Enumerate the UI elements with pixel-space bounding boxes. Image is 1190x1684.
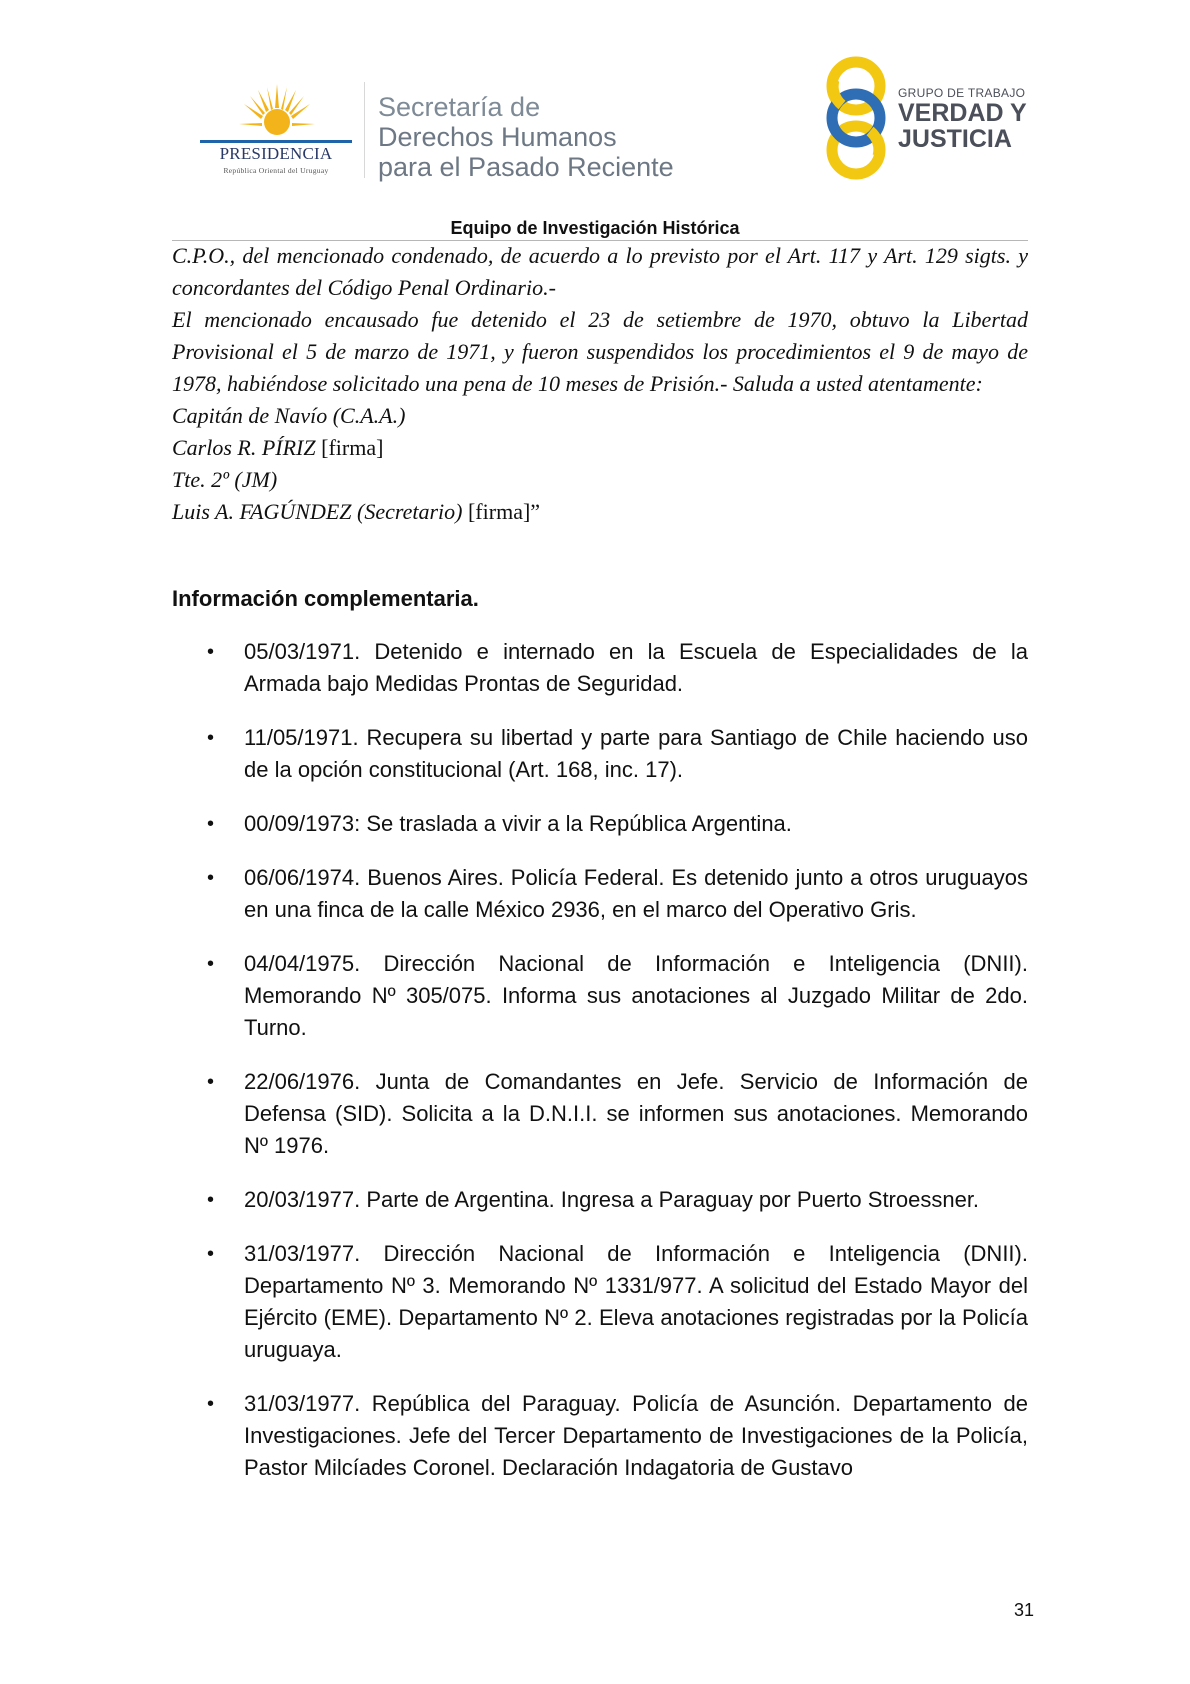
bullet-icon: • bbox=[207, 1243, 215, 1265]
secretaria-line-2: Derechos Humanos bbox=[378, 122, 617, 152]
presidencia-name: PRESIDENCIA bbox=[219, 144, 333, 163]
quoted-document-text bbox=[172, 240, 1028, 528]
list-item bbox=[172, 808, 1028, 840]
event-text: 00/09/1973: Se traslada a vivir a la República Argentina. bbox=[244, 811, 792, 836]
rings-icon bbox=[822, 56, 898, 180]
list-item bbox=[172, 1388, 1028, 1484]
event-text: 04/04/1975. Dirección Nacional de Información e Inteligencia (DNII). Memorando Nº 305/075. Informa sus anotaciones al Juzgado Militar de 2do. Turno. bbox=[244, 951, 1028, 1040]
team-title: Equipo de Investigación Histórica bbox=[450, 218, 740, 238]
list-item bbox=[172, 636, 1028, 700]
bullet-icon: • bbox=[207, 1393, 215, 1415]
sun-icon bbox=[238, 82, 316, 144]
page-number: 31 bbox=[1013, 1600, 1034, 1620]
grupo-verdad-justicia-logo bbox=[822, 56, 1027, 180]
list-item bbox=[172, 722, 1028, 786]
quote-paragraph-1: C.P.O., del mencionado condenado, de acuerdo a lo previsto por el Art. 117 y Art. 129 sigts. y concordantes del Código Penal Ordinario.- bbox=[172, 243, 1028, 300]
list-item bbox=[172, 948, 1028, 1044]
signature-note: [firma] bbox=[315, 435, 384, 460]
signature-line-3: Tte. 2º (JM) bbox=[172, 467, 278, 492]
secretaria-line-3: para el Pasado Reciente bbox=[378, 152, 674, 182]
page-header bbox=[0, 0, 1190, 238]
secretary-name: Luis A. FAGÚNDEZ (Secretario) bbox=[172, 499, 463, 524]
secretaria-title bbox=[378, 92, 674, 182]
section-heading: Información complementaria. bbox=[172, 586, 479, 611]
secretaria-line-1: Secretaría de bbox=[378, 92, 541, 122]
header-divider bbox=[364, 82, 365, 178]
event-text: 05/03/1971. Detenido e internado en la Escuela de Especialidades de la Armada bajo Medidas Prontas de Seguridad. bbox=[244, 639, 1028, 696]
list-item bbox=[172, 862, 1028, 926]
grupo-small-label: GRUPO DE TRABAJO bbox=[898, 86, 1026, 100]
event-text: 20/03/1977. Parte de Argentina. Ingresa a Paraguay por Puerto Stroessner. bbox=[244, 1187, 980, 1212]
signature-line-1: Capitán de Navío (C.A.A.) bbox=[172, 403, 406, 428]
event-text: 06/06/1974. Buenos Aires. Policía Federal. Es detenido junto a otros uruguayos en una finca de la calle México 2936, en el marco del Operativo Gris. bbox=[244, 865, 1028, 922]
grupo-line-2: JUSTICIA bbox=[898, 125, 1012, 153]
bullet-icon: • bbox=[207, 867, 215, 889]
list-item bbox=[172, 1184, 1028, 1216]
presidencia-subtitle: República Oriental del Uruguay bbox=[223, 166, 329, 175]
event-text: 31/03/1977. República del Paraguay. Policía de Asunción. Departamento de Investigaciones. Jefe del Tercer Departamento de Investigaciones de la Policía, Pastor Milcíades Coronel. Declaración Indagatoria de Gustavo bbox=[244, 1391, 1028, 1480]
event-text: 31/03/1977. Dirección Nacional de Información e Inteligencia (DNII). Departamento Nº 3. Memorando Nº 1331/977. A solicitud del Estado Mayor del Ejército (EME). Departamento Nº 2. Eleva anotaciones registradas por la Policía uruguaya. bbox=[244, 1241, 1028, 1362]
bullet-icon: • bbox=[207, 1189, 215, 1211]
list-item bbox=[172, 1066, 1028, 1162]
signature-line-4 bbox=[172, 496, 1028, 528]
bullet-icon: • bbox=[207, 813, 215, 835]
bullet-icon: • bbox=[207, 727, 215, 749]
events-list bbox=[172, 636, 1028, 1506]
event-text: 22/06/1976. Junta de Comandantes en Jefe. Servicio de Información de Defensa (SID). Solicita a la D.N.I.I. se informen sus anotaciones. Memorando Nº 1976. bbox=[244, 1069, 1028, 1158]
event-text: 11/05/1971. Recupera su libertad y parte para Santiago de Chile haciendo uso de la opción constitucional (Art. 168, inc. 17). bbox=[244, 725, 1028, 782]
signature-note: [firma]” bbox=[462, 499, 541, 524]
grupo-line-1: VERDAD Y bbox=[898, 99, 1027, 127]
quote-paragraph-2: El mencionado encausado fue detenido el 23 de setiembre de 1970, obtuvo la Libertad Provisional el 5 de marzo de 1971, y fueron suspendidos los procedimientos el 9 de mayo de 1978, habiéndose solicitado una pena de 10 meses de Prisión.- Saluda a usted atentamente: bbox=[172, 307, 1028, 396]
signature-line-2 bbox=[172, 432, 1028, 464]
presidencia-rule bbox=[200, 140, 352, 143]
list-item bbox=[172, 1238, 1028, 1366]
bullet-icon: • bbox=[207, 1071, 215, 1093]
bullet-icon: • bbox=[207, 641, 215, 663]
bullet-icon: • bbox=[207, 953, 215, 975]
presidencia-logo bbox=[196, 82, 356, 178]
signer-name: Carlos R. PÍRIZ bbox=[172, 435, 316, 460]
